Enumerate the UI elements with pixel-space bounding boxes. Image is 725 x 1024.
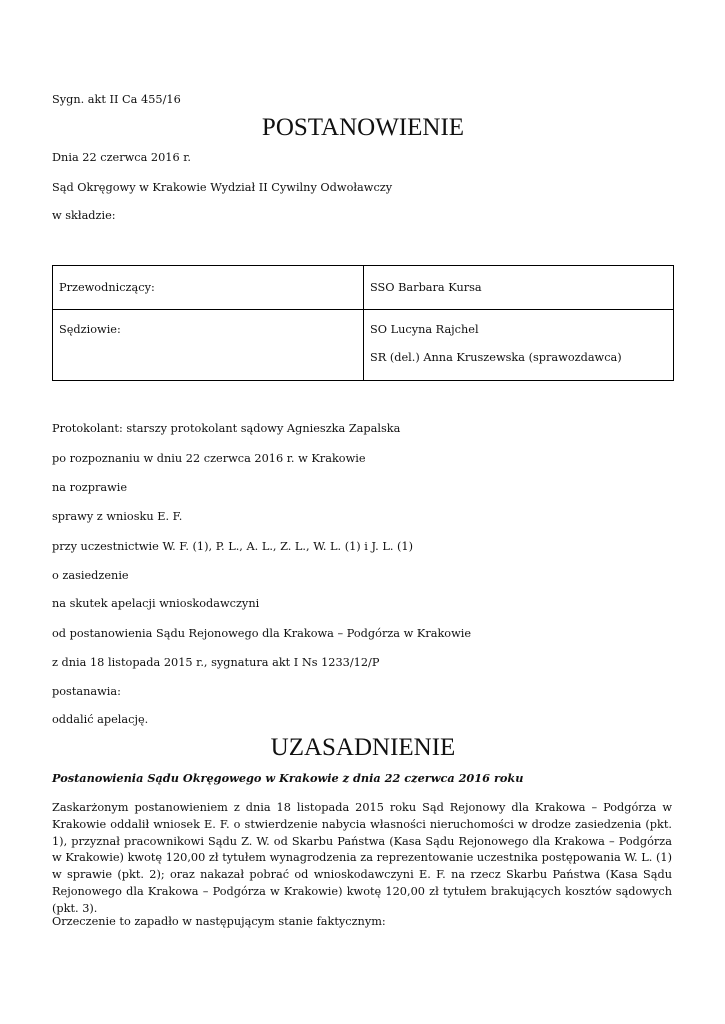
hearing-type-line: na rozprawie (52, 481, 128, 494)
justification-title: UZASADNIENIE (270, 734, 456, 761)
presiding-name: SSO Barbara Kursa (370, 281, 482, 294)
justification-subtitle: Postanowienia Sądu Okręgowego w Krakowie z dnia 22 czerwca 2016 roku (52, 771, 524, 785)
column-divider (363, 266, 364, 380)
judge-name-1: SO Lucyna Rajchel (370, 323, 479, 336)
judges-label: Sędziowie: (59, 323, 121, 336)
hearing-line: po rozpoznaniu w dniu 22 czerwca 2016 r. w Krakowie (52, 452, 366, 465)
lower-decision-date-line: z dnia 18 listopada 2015 r., sygnatura akt I Ns 1233/12/P (52, 656, 380, 669)
judge-name-2: SR (del.) Anna Kruszewska (sprawozdawca) (370, 351, 622, 364)
participants-line: przy uczestnictwie W. F. (1), P. L., A. L., Z. L., W. L. (1) i J. L. (1) (52, 540, 414, 553)
document-page (52, 0, 674, 1024)
case-signature: Sygn. akt II Ca 455/16 (52, 93, 181, 106)
bench-table (52, 265, 674, 381)
court-name: Sąd Okręgowy w Krakowie Wydział II Cywilny Odwoławczy (52, 181, 393, 194)
row-divider (53, 309, 673, 310)
clerk-line: Protokolant: starszy protokolant sądowy Agnieszka Zapalska (52, 422, 401, 435)
decision-date: Dnia 22 czerwca 2016 r. (52, 151, 192, 164)
justification-paragraph-2: Orzeczenie to zapadło w następującym stanie faktycznym: (52, 915, 386, 928)
subject-line: o zasiedzenie (52, 569, 129, 582)
ruling-line: oddalić apelację. (52, 713, 149, 726)
presiding-label: Przewodniczący: (59, 281, 155, 294)
applicant-line: sprawy z wniosku E. F. (52, 510, 183, 523)
lower-court-line: od postanowienia Sądu Rejonowego dla Krakowa – Podgórza w Krakowie (52, 627, 472, 640)
justification-paragraph-1: Zaskarżonym postanowieniem z dnia 18 listopada 2015 roku Sąd Rejonowy dla Krakowa – Podgórza w Krakowie oddalił wniosek E. F. o stwierdzenie nabycia własności nieruchomości w drodze zasiedzenia (pkt. 1), przyznał pracownikowi Sądu Z. W. od Skarbu Państwa (Kasa Sądu Rejonowego dla Krakowa – Podgórza w Krakowie) kwotę 120,00 zł tytułem wynagrodzenia za reprezentowanie uczestnika postępowania W. L. (1) w sprawie (pkt. 2); oraz nakazał pobrać od wnioskodawczyni E. F. na rzecz Skarbu Państwa (Kasa Sądu Rejonowego dla Krakowa – Podgórza w Krakowie) kwotę 120,00 zł tytułem brakujących kosztów sądowych (pkt. 3). (52, 801, 672, 915)
resolution-line: postanawia: (52, 685, 121, 698)
document-title: POSTANOWIENIE (261, 114, 465, 141)
appeal-line: na skutek apelacji wnioskodawczyni (52, 597, 260, 610)
composition-label: w składzie: (52, 209, 116, 222)
